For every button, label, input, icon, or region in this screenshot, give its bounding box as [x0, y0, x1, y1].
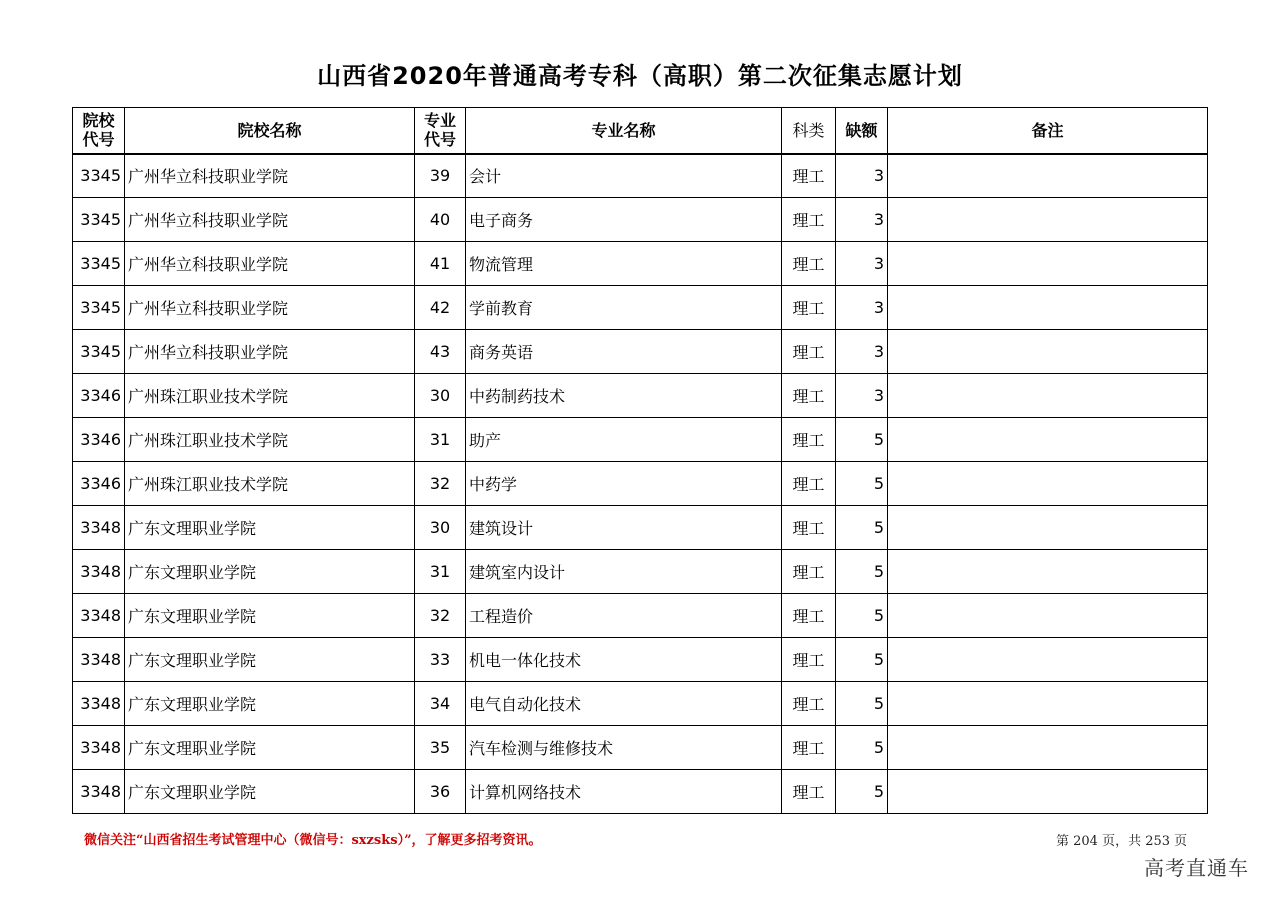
cell-school-name: 广州珠江职业技术学院	[125, 374, 415, 418]
cell-school-name: 广州华立科技职业学院	[125, 242, 415, 286]
cell-major-code: 31	[415, 550, 466, 594]
cell-major-name: 物流管理	[466, 242, 782, 286]
table-row	[73, 374, 1208, 418]
cell-school-code: 3346	[73, 374, 125, 418]
table-row	[73, 154, 1208, 198]
cell-school-name: 广东文理职业学院	[125, 726, 415, 770]
cell-major-code: 42	[415, 286, 466, 330]
header-school-code: 院校代号	[73, 108, 125, 154]
cell-category: 理工	[782, 286, 836, 330]
cell-vacancies: 3	[836, 374, 888, 418]
cell-remarks	[888, 198, 1208, 242]
cell-school-code: 3345	[73, 286, 125, 330]
cell-school-code: 3348	[73, 506, 125, 550]
cell-school-code: 3348	[73, 594, 125, 638]
cell-major-code: 30	[415, 374, 466, 418]
header-category: 科类	[782, 108, 836, 154]
cell-category: 理工	[782, 506, 836, 550]
header-school-name: 院校名称	[125, 108, 415, 154]
cell-school-name: 广东文理职业学院	[125, 682, 415, 726]
cell-school-name: 广州华立科技职业学院	[125, 330, 415, 374]
table-body	[73, 154, 1208, 814]
table-row	[73, 550, 1208, 594]
header-major-name: 专业名称	[466, 108, 782, 154]
cell-vacancies: 5	[836, 550, 888, 594]
cell-vacancies: 5	[836, 726, 888, 770]
cell-remarks	[888, 638, 1208, 682]
cell-category: 理工	[782, 242, 836, 286]
cell-major-code: 41	[415, 242, 466, 286]
cell-major-name: 电子商务	[466, 198, 782, 242]
plan-table	[72, 107, 1208, 814]
cell-school-name: 广州华立科技职业学院	[125, 198, 415, 242]
cell-school-name: 广州华立科技职业学院	[125, 154, 415, 198]
table-row	[73, 726, 1208, 770]
cell-major-name: 建筑设计	[466, 506, 782, 550]
header-vacancies: 缺额	[836, 108, 888, 154]
cell-major-name: 汽车检测与维修技术	[466, 726, 782, 770]
cell-major-code: 31	[415, 418, 466, 462]
cell-major-code: 32	[415, 594, 466, 638]
cell-major-code: 32	[415, 462, 466, 506]
cell-remarks	[888, 286, 1208, 330]
cell-category: 理工	[782, 726, 836, 770]
cell-remarks	[888, 506, 1208, 550]
page-number: 第 204 页，共 253 页	[1056, 834, 1188, 849]
cell-vacancies: 5	[836, 638, 888, 682]
cell-school-name: 广东文理职业学院	[125, 506, 415, 550]
cell-major-code: 39	[415, 154, 466, 198]
cell-school-code: 3348	[73, 770, 125, 814]
table-row	[73, 418, 1208, 462]
cell-major-name: 会计	[466, 154, 782, 198]
cell-vacancies: 3	[836, 198, 888, 242]
cell-school-code: 3345	[73, 198, 125, 242]
cell-school-code: 3345	[73, 154, 125, 198]
cell-major-name: 学前教育	[466, 286, 782, 330]
cell-major-name: 机电一体化技术	[466, 638, 782, 682]
cell-major-name: 计算机网络技术	[466, 770, 782, 814]
cell-remarks	[888, 374, 1208, 418]
watermark-text: 高考直通车	[1144, 856, 1249, 880]
cell-school-name: 广州华立科技职业学院	[125, 286, 415, 330]
cell-school-code: 3348	[73, 682, 125, 726]
cell-school-name: 广东文理职业学院	[125, 550, 415, 594]
cell-category: 理工	[782, 154, 836, 198]
cell-major-code: 43	[415, 330, 466, 374]
cell-major-name: 商务英语	[466, 330, 782, 374]
cell-school-code: 3348	[73, 726, 125, 770]
cell-vacancies: 5	[836, 770, 888, 814]
cell-vacancies: 5	[836, 682, 888, 726]
cell-school-name: 广东文理职业学院	[125, 638, 415, 682]
cell-major-name: 电气自动化技术	[466, 682, 782, 726]
cell-school-code: 3346	[73, 462, 125, 506]
cell-category: 理工	[782, 770, 836, 814]
cell-major-name: 建筑室内设计	[466, 550, 782, 594]
cell-vacancies: 5	[836, 506, 888, 550]
cell-major-name: 中药学	[466, 462, 782, 506]
cell-category: 理工	[782, 594, 836, 638]
cell-vacancies: 3	[836, 242, 888, 286]
page-title: 山西省2020年普通高考专科（高职）第二次征集志愿计划	[317, 62, 963, 90]
cell-school-name: 广东文理职业学院	[125, 770, 415, 814]
table-row	[73, 242, 1208, 286]
cell-category: 理工	[782, 462, 836, 506]
footer-note: 微信关注“山西省招生考试管理中心（微信号：sxzsks）”，了解更多招考资讯。	[84, 833, 542, 848]
cell-remarks	[888, 330, 1208, 374]
cell-remarks	[888, 550, 1208, 594]
cell-category: 理工	[782, 550, 836, 594]
cell-vacancies: 3	[836, 330, 888, 374]
table-header	[73, 108, 1208, 154]
table-row	[73, 198, 1208, 242]
cell-remarks	[888, 462, 1208, 506]
table-row	[73, 286, 1208, 330]
cell-vacancies: 3	[836, 154, 888, 198]
cell-major-name: 中药制药技术	[466, 374, 782, 418]
cell-vacancies: 5	[836, 594, 888, 638]
cell-vacancies: 5	[836, 462, 888, 506]
cell-school-code: 3345	[73, 330, 125, 374]
cell-category: 理工	[782, 682, 836, 726]
cell-major-name: 工程造价	[466, 594, 782, 638]
table-row	[73, 770, 1208, 814]
cell-school-code: 3346	[73, 418, 125, 462]
table-row	[73, 330, 1208, 374]
header-remarks: 备注	[888, 108, 1208, 154]
cell-major-code: 36	[415, 770, 466, 814]
cell-remarks	[888, 242, 1208, 286]
cell-school-code: 3348	[73, 638, 125, 682]
cell-category: 理工	[782, 638, 836, 682]
table-row	[73, 594, 1208, 638]
cell-major-name: 助产	[466, 418, 782, 462]
header-row	[73, 108, 1208, 154]
table-row	[73, 462, 1208, 506]
cell-major-code: 33	[415, 638, 466, 682]
table-row	[73, 682, 1208, 726]
cell-major-code: 40	[415, 198, 466, 242]
cell-school-name: 广东文理职业学院	[125, 594, 415, 638]
cell-remarks	[888, 682, 1208, 726]
cell-remarks	[888, 726, 1208, 770]
cell-category: 理工	[782, 198, 836, 242]
table-row	[73, 506, 1208, 550]
cell-category: 理工	[782, 330, 836, 374]
cell-remarks	[888, 154, 1208, 198]
cell-category: 理工	[782, 374, 836, 418]
cell-school-name: 广州珠江职业技术学院	[125, 462, 415, 506]
cell-remarks	[888, 594, 1208, 638]
cell-school-code: 3345	[73, 242, 125, 286]
cell-remarks	[888, 770, 1208, 814]
cell-major-code: 30	[415, 506, 466, 550]
cell-vacancies: 3	[836, 286, 888, 330]
table-row	[73, 638, 1208, 682]
cell-major-code: 34	[415, 682, 466, 726]
cell-category: 理工	[782, 418, 836, 462]
cell-remarks	[888, 418, 1208, 462]
cell-major-code: 35	[415, 726, 466, 770]
cell-school-name: 广州珠江职业技术学院	[125, 418, 415, 462]
header-major-code: 专业代号	[415, 108, 466, 154]
cell-school-code: 3348	[73, 550, 125, 594]
cell-vacancies: 5	[836, 418, 888, 462]
